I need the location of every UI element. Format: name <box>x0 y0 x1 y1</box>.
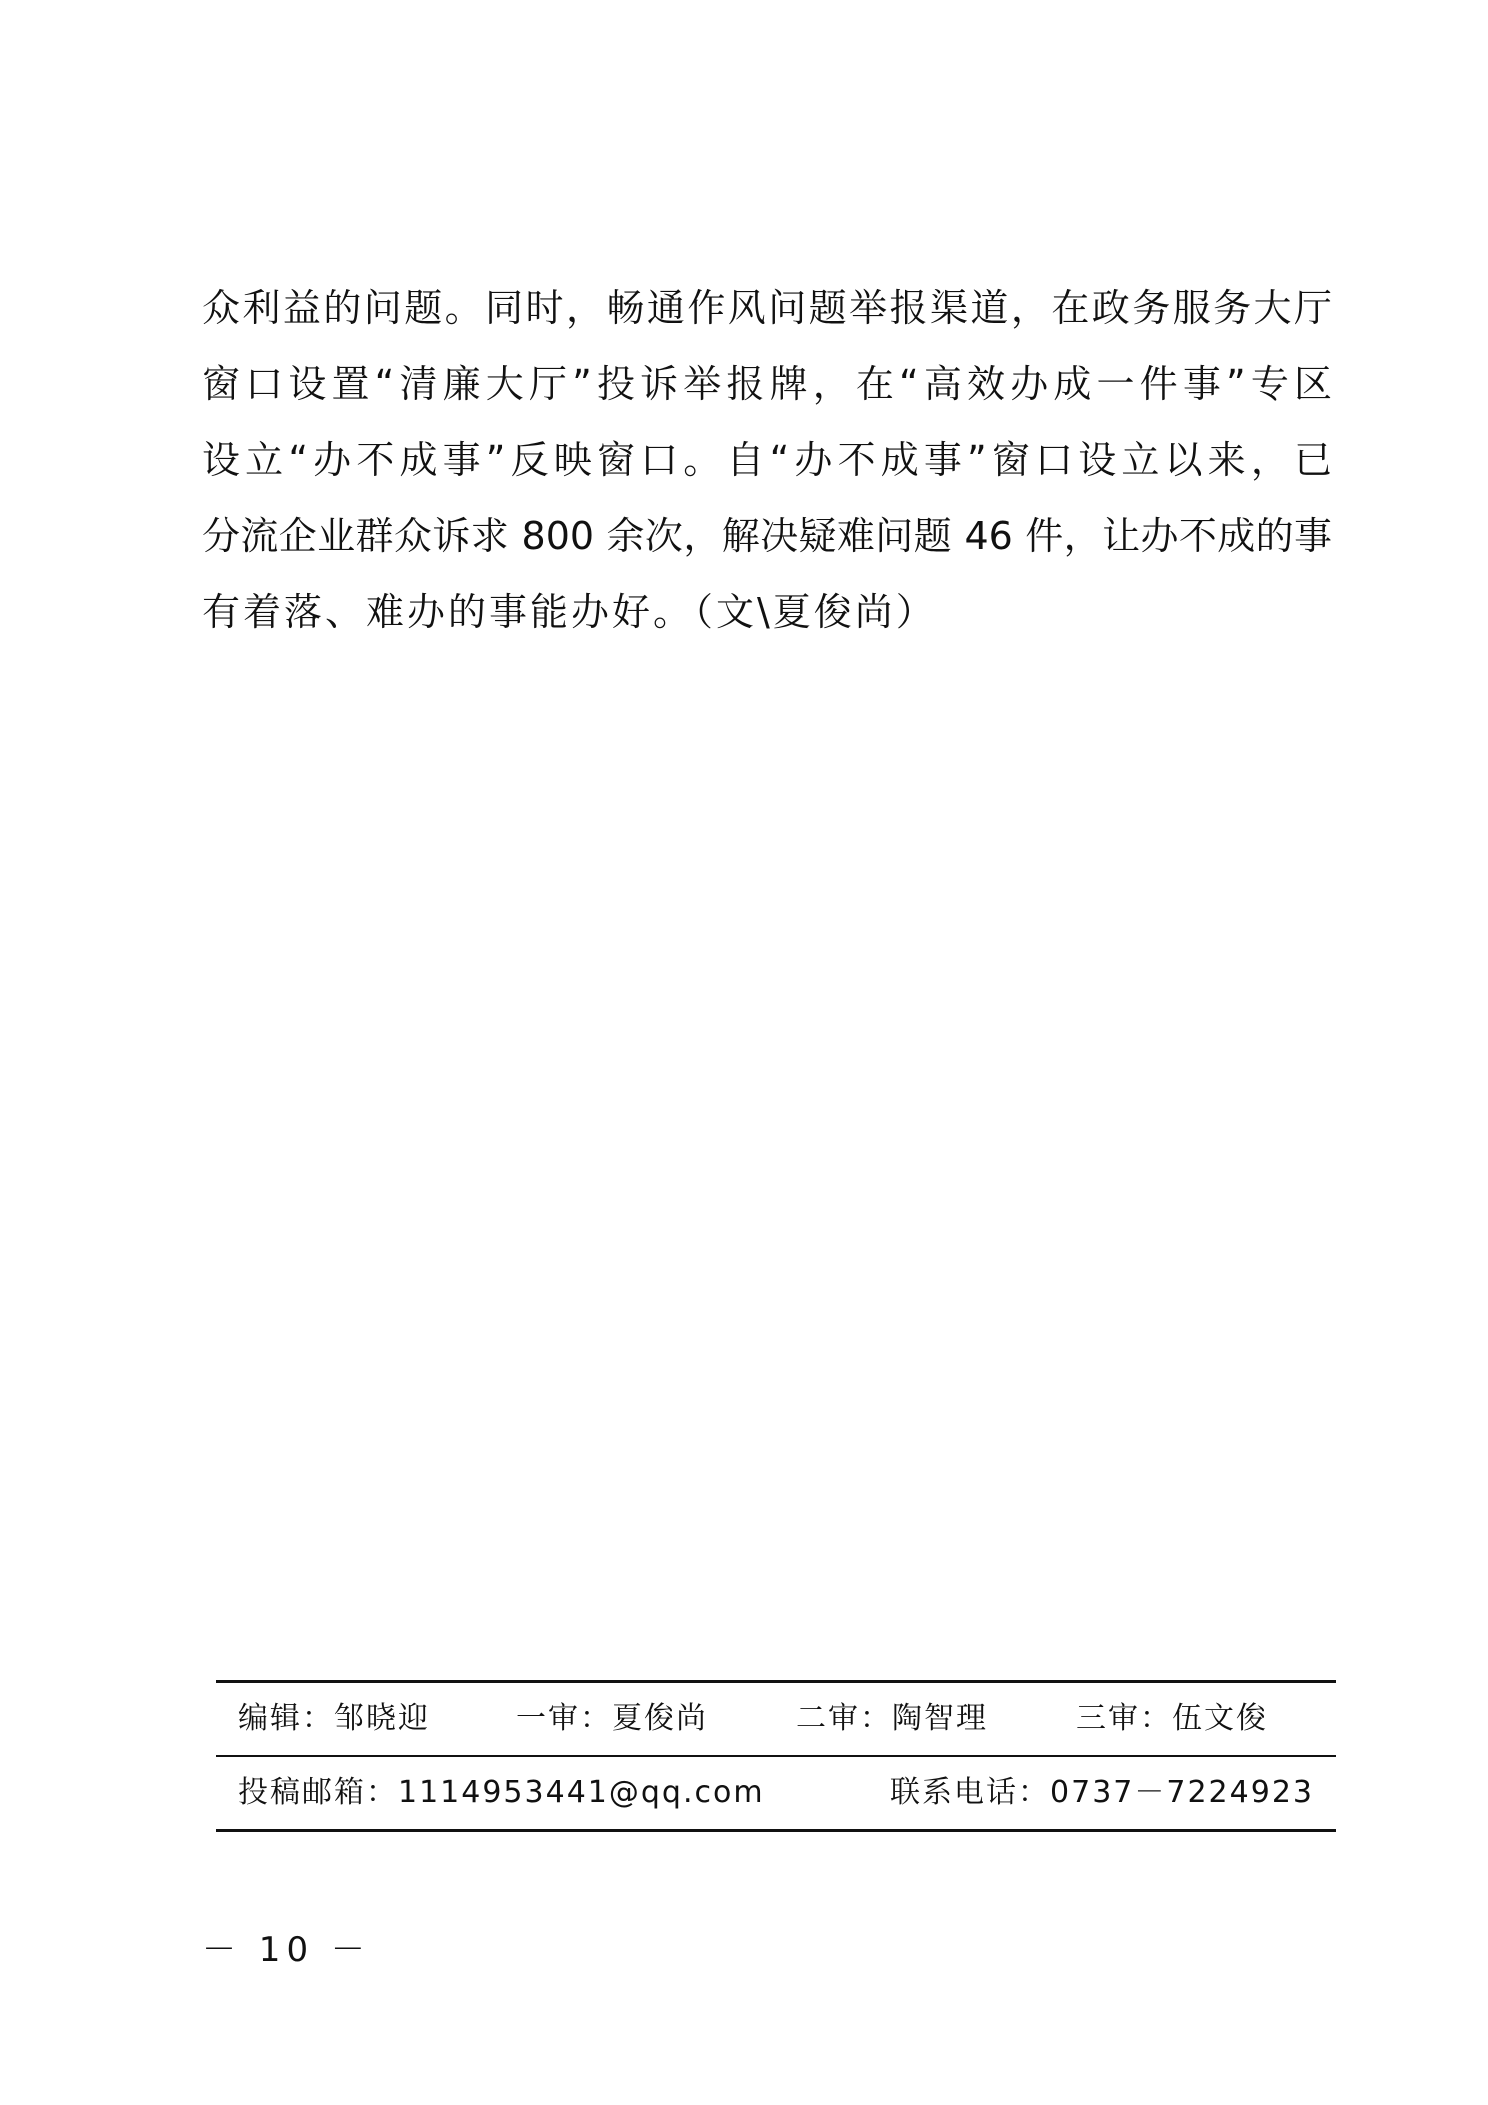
contact-row <box>216 1757 1336 1829</box>
credits-row <box>216 1683 1336 1755</box>
editorial-footer <box>216 1680 1336 1832</box>
article-line-last: 有着落、难办的事能办好。（文\夏俊尚） <box>202 590 937 634</box>
editor-credit: 编辑：邹晓迎 <box>238 1701 430 1736</box>
second-review-credit: 二审：陶智理 <box>796 1701 988 1736</box>
page-number: － 10 － <box>202 1930 371 1970</box>
article-line: 众利益的问题。同时，畅通作风问题举报渠道，在政务服务大厅 <box>202 286 1332 330</box>
article-line: 分流企业群众诉求 800 余次，解决疑难问题 46 件，让办不成的事 <box>202 514 1332 558</box>
article-line: 窗口设置“清廉大厅”投诉举报牌，在“高效办成一件事”专区 <box>202 362 1332 406</box>
footer-bottom-rule <box>216 1829 1336 1832</box>
submission-email: 投稿邮箱：1114953441@qq.com <box>238 1775 765 1810</box>
third-review-credit: 三审：伍文俊 <box>1076 1701 1268 1736</box>
contact-phone: 联系电话：0737－7224923 <box>890 1775 1314 1810</box>
article-line: 设立“办不成事”反映窗口。自“办不成事”窗口设立以来，已 <box>202 438 1332 482</box>
first-review-credit: 一审：夏俊尚 <box>516 1701 708 1736</box>
article-body <box>202 270 1332 650</box>
